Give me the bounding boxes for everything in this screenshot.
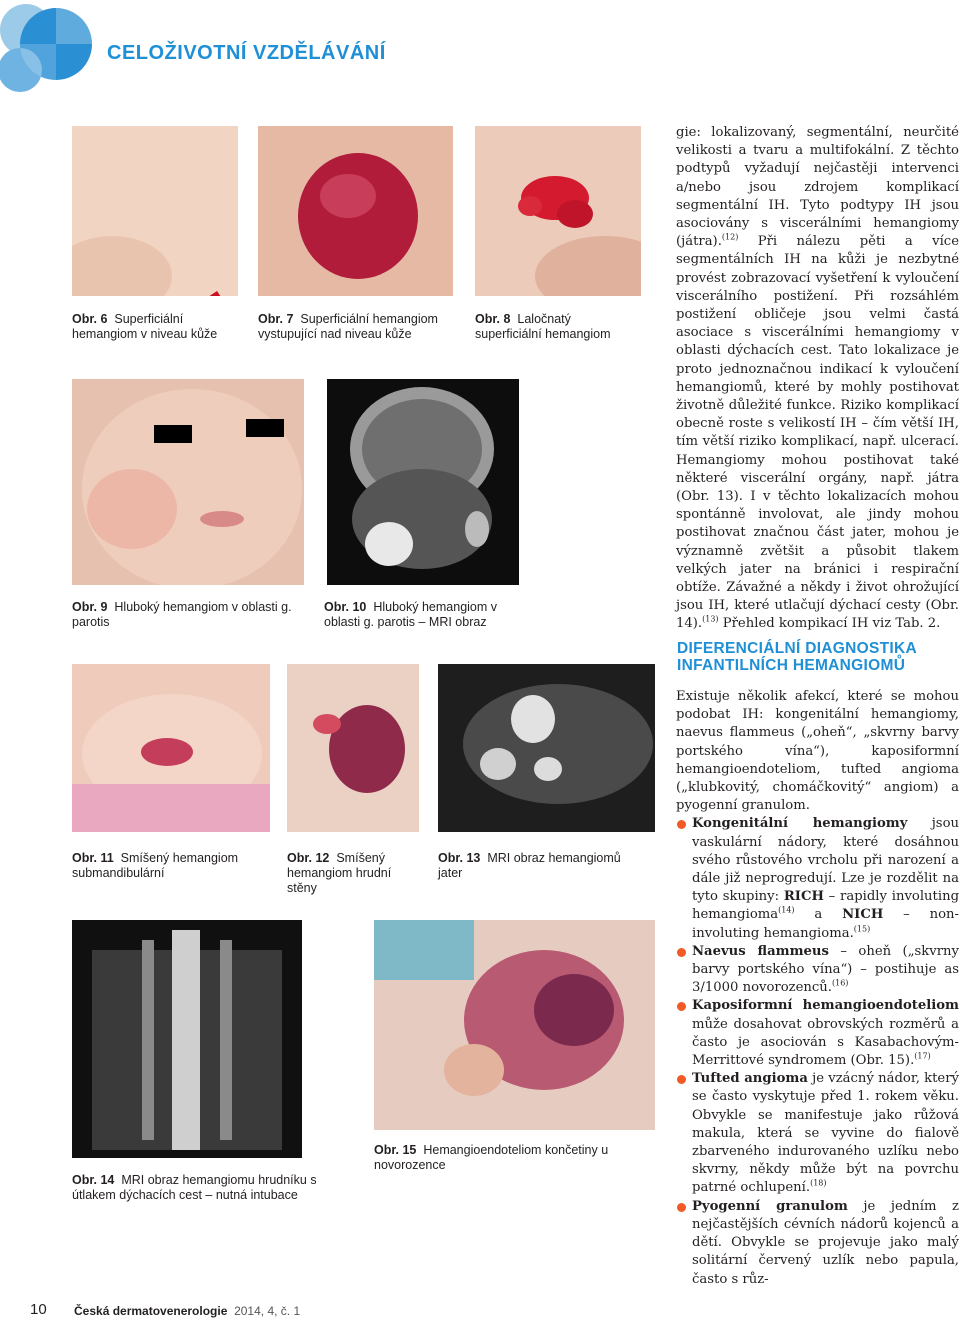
body-column-bottom [676, 688, 959, 1289]
figure-11-image [72, 664, 270, 832]
bullet-icon [677, 1203, 686, 1212]
list-item: Kongenitální hemangiomy jsou vaskulární nádory, které dosáhnou svého růstového vrcholu při narození a dále již neprogredují. Lze je rozdělit na tyto skupiny: RICH – rapidly involuting hemangioma$^{(14)}$ a NICH – non-involuting hemangioma.$^{(15)}$ [676, 815, 959, 942]
figure-8-caption: Obr. 8 Laločnatý superficiální hemangiom [475, 312, 611, 341]
bullet-icon [677, 820, 686, 829]
figure-11-caption: Obr. 11 Smíšený hemangiom submandibulární [72, 851, 239, 880]
paragraph-differential: Existuje několik afekcí, které se mohou podobat IH: kongenitální hemangiomy, naevus flammeus („oheň“, „skvrny barvy portského vína“), kaposiformní hemangioendoteliom, tufted angioma („klubkovitý, chomáčkovitý“ angiom) a pyogenní granulom. [676, 689, 959, 814]
figure-14-image [72, 920, 302, 1158]
list-item: Pyogenní granulom je jedním z nejčastějších cévních nádorů kojenců a dětí. Obvykle se projevuje jako malý solitární červený uzlík nebo papula, často s růz- [676, 1198, 959, 1289]
list-item: Tufted angioma je vzácný nádor, který se často vyskytuje před 1. rokem věku. Obvykle se manifestuje jako růžová makula, která se vyvine do fialově zbarveného indurovaného uzlíku nebo skvrny, někdy může být na povrchu patrné ochlupení.$^{(18)}$ [676, 1070, 959, 1197]
figure-10-caption: Obr. 10 Hluboký hemangiom v oblasti g. parotis – MRI obraz [324, 600, 498, 629]
journal-logo [0, 0, 100, 100]
bullet-icon [677, 948, 686, 957]
bullet-icon [677, 1002, 686, 1011]
figure-15-caption: Obr. 15 Hemangioendoteliom končetiny u novorozence [374, 1143, 609, 1172]
figure-9-image [72, 379, 304, 585]
list-item: Kaposiformní hemangioendoteliom může dosahovat obrovských rozměrů a často je asociován s Kasabachovým-Merrittové syndromem (Obr. 15).$^{(17)}$ [676, 997, 959, 1070]
figure-7-image [258, 126, 453, 296]
figure-13-image [438, 664, 655, 832]
figure-6-caption: Obr. 6 Superficiální hemangiom v niveau kůže [72, 312, 218, 341]
figure-15-image [374, 920, 655, 1130]
figure-10-image [327, 379, 519, 585]
list-item: Naevus flammeus – oheň („skvrny barvy portského vína“) – postihuje as 3/1000 novorozenců.$^{(16)}$ [676, 943, 959, 998]
figure-6-image [72, 126, 238, 296]
paragraph-complications: gie: lokalizovaný, segmentální, neurčité velikosti a tvaru a multifokální. Z těchto podtypů vyžadují nejčastěji intervenci a/nebo jsou zdrojem komplikací segmentální IH. Tyto podtypy IH jsou asociovány s viscerálními hemangiomy (játra).$^{(12)}$ Při nálezu pěti a více segmentálních IH na kůži je nezbytné provést zobrazovací vyšetření k vyloučení viscerálního postižení. Při rozsáhlém postižení obličeje jsou velmi častá asociace s viscerálními hemangiomy v oblasti dýchacích cest. Tato lokalizace je proto jednoznačnou indikací k vyloučení hemangiomů, které by mohly postihovat životně důležité funkce. Riziko komplikací obecně roste s velikostí IH – čím větší IH, tím větší riziko komplikací, např. ulcerací. Hemangiomy mohou postihovat také některé viscerální orgány, např. játra (Obr. 13). I v těchto lokalizacích mohou spontánně involovat, ale jindy mohou postihovat značnou část jater, mohou je významně zvětšit a působit tlakem velkých jater na bránici i respirační obtíže. Závažné a někdy i život ohrožující jsou IH, které utlačují dýchací cesty (Obr. 14).$^{(13)}$ Přehled kompikací IH viz Tab. 2. [676, 125, 959, 632]
figure-14-caption: Obr. 14 MRI obraz hemangiomu hrudníku s útlakem dýchacích cest – nutná intubace [72, 1173, 317, 1202]
figure-9-caption: Obr. 9 Hluboký hemangiom v oblasti g. parotis [72, 600, 292, 629]
figure-8-image [475, 126, 641, 296]
body-column-top [676, 124, 959, 634]
page-number: 10 [30, 1301, 47, 1318]
section-title: CELOŽIVOTNÍ VZDĚLÁVÁNÍ [107, 42, 386, 64]
section-heading: DIFERENCIÁLNÍ DIAGNOSTIKA INFANTILNÍCH HEMANGIOMŮ [677, 640, 917, 674]
bullet-icon [677, 1075, 686, 1084]
figure-7-caption: Obr. 7 Superficiální hemangiom vystupující nad niveau kůže [258, 312, 438, 341]
figure-12-image [287, 664, 419, 832]
journal-name: Česká dermatovenerologie 2014, 4, č. 1 [74, 1304, 301, 1318]
figure-12-caption: Obr. 12 Smíšený hemangiom hrudní stěny [287, 851, 392, 895]
figure-13-caption: Obr. 13 MRI obraz hemangiomů jater [438, 851, 621, 880]
